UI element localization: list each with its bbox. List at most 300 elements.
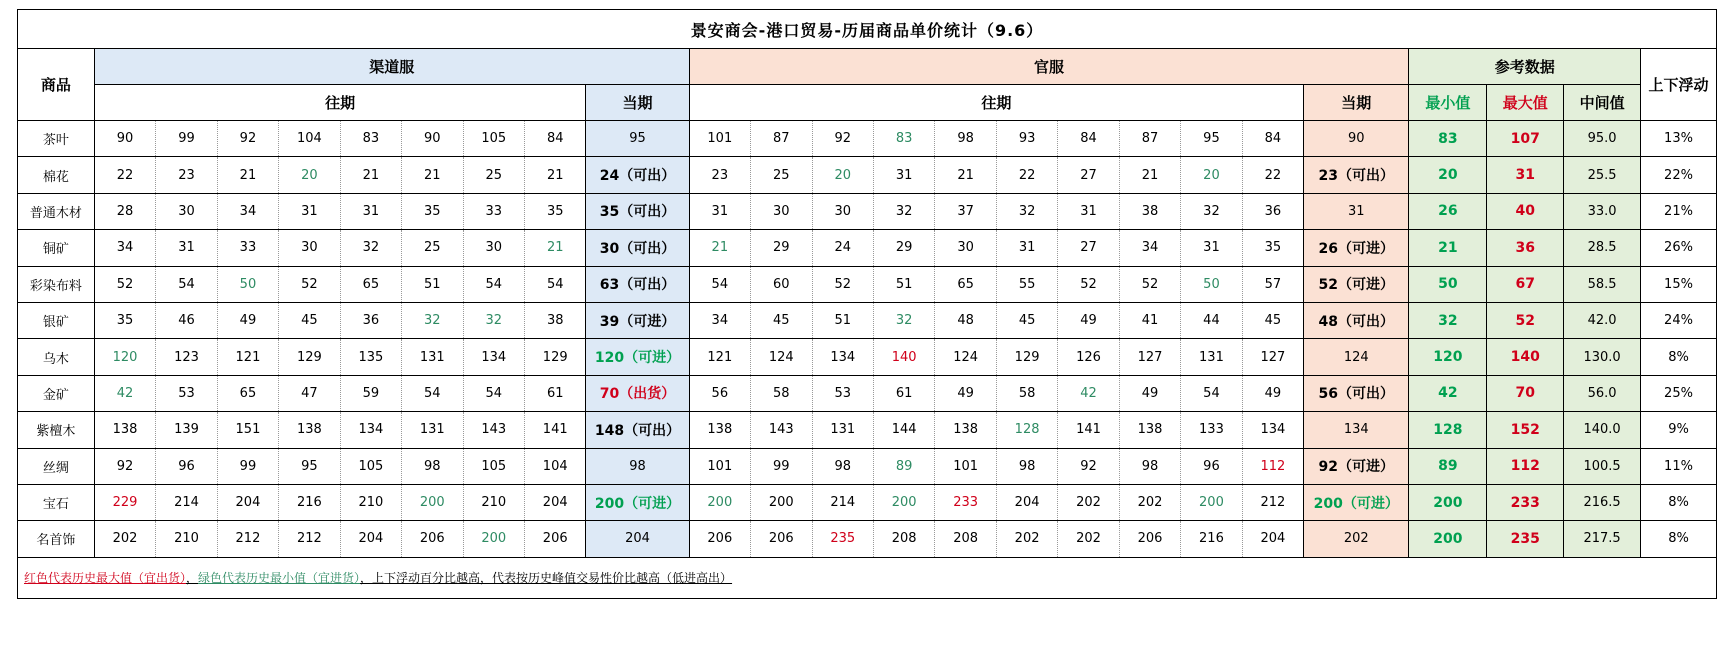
official-past-cell: 25 — [751, 157, 812, 193]
channel-past-cell: 32 — [402, 302, 463, 338]
official-past-cell: 32 — [873, 302, 934, 338]
official-past-cell: 140 — [873, 339, 934, 375]
median-cell: 95.0 — [1564, 121, 1641, 157]
channel-current-cell: 204 — [586, 521, 689, 557]
official-past-cell: 58 — [996, 375, 1057, 411]
footnote-table — [17, 557, 1717, 599]
channel-past-cell: 83 — [340, 121, 401, 157]
official-past-cell: 37 — [935, 193, 996, 229]
official-past-cell: 31 — [873, 157, 934, 193]
official-past-cell: 34 — [689, 302, 750, 338]
float-cell: 22% — [1641, 157, 1717, 193]
official-past-cell: 200 — [751, 484, 812, 520]
median-cell: 216.5 — [1564, 484, 1641, 520]
channel-past-cell: 204 — [340, 521, 401, 557]
channel-past-cell: 200 — [402, 484, 463, 520]
channel-past-cell: 59 — [340, 375, 401, 411]
median-cell: 140.0 — [1564, 412, 1641, 448]
float-cell: 13% — [1641, 121, 1717, 157]
official-past-cell: 45 — [751, 302, 812, 338]
median-cell: 28.5 — [1564, 230, 1641, 266]
official-past-cell: 124 — [751, 339, 812, 375]
channel-past-cell: 31 — [156, 230, 217, 266]
official-past-cell: 49 — [1058, 302, 1119, 338]
official-past-cell: 200 — [1181, 484, 1242, 520]
official-past-cell: 95 — [1181, 121, 1242, 157]
channel-past-cell: 200 — [463, 521, 524, 557]
official-past-cell: 101 — [689, 121, 750, 157]
channel-current-cell: 24（可出） — [586, 157, 689, 193]
official-past-cell: 51 — [873, 266, 934, 302]
official-past-cell: 57 — [1242, 266, 1303, 302]
channel-past-cell: 202 — [94, 521, 155, 557]
channel-past-cell: 121 — [217, 339, 278, 375]
channel-past-cell: 95 — [279, 448, 340, 484]
table-row — [18, 157, 1717, 193]
header-official-server: 官服 — [689, 49, 1409, 85]
official-past-cell: 138 — [1119, 412, 1180, 448]
official-past-cell: 131 — [1181, 339, 1242, 375]
channel-past-cell: 47 — [279, 375, 340, 411]
channel-past-cell: 143 — [463, 412, 524, 448]
official-past-cell: 29 — [873, 230, 934, 266]
channel-past-cell: 210 — [463, 484, 524, 520]
official-past-cell: 127 — [1242, 339, 1303, 375]
channel-past-cell: 54 — [156, 266, 217, 302]
channel-current-cell: 95 — [586, 121, 689, 157]
channel-past-cell: 54 — [463, 375, 524, 411]
official-past-cell: 27 — [1058, 230, 1119, 266]
channel-current-cell: 200（可进） — [586, 484, 689, 520]
min-cell: 26 — [1409, 193, 1487, 229]
header-item: 商品 — [18, 49, 95, 121]
official-past-cell: 98 — [935, 121, 996, 157]
channel-past-cell: 35 — [524, 193, 585, 229]
channel-past-cell: 131 — [402, 412, 463, 448]
channel-past-cell: 31 — [279, 193, 340, 229]
official-current-cell: 92（可进） — [1304, 448, 1409, 484]
footnote-sep: ， — [186, 571, 199, 586]
item-name-cell: 棉花 — [18, 157, 95, 193]
channel-past-cell: 45 — [279, 302, 340, 338]
channel-past-cell: 53 — [156, 375, 217, 411]
official-past-cell: 93 — [996, 121, 1057, 157]
header-min: 最小值 — [1409, 85, 1487, 121]
float-cell: 8% — [1641, 484, 1717, 520]
official-past-cell: 42 — [1058, 375, 1119, 411]
official-past-cell: 31 — [689, 193, 750, 229]
channel-past-cell: 98 — [402, 448, 463, 484]
channel-past-cell: 35 — [402, 193, 463, 229]
channel-current-cell: 70（出货） — [586, 375, 689, 411]
channel-past-cell: 104 — [279, 121, 340, 157]
item-name-cell: 茶叶 — [18, 121, 95, 157]
channel-past-cell: 32 — [340, 230, 401, 266]
channel-past-cell: 52 — [94, 266, 155, 302]
official-past-cell: 56 — [689, 375, 750, 411]
official-past-cell: 233 — [935, 484, 996, 520]
official-current-cell: 134 — [1304, 412, 1409, 448]
header-reference: 参考数据 — [1409, 49, 1641, 85]
official-past-cell: 128 — [996, 412, 1057, 448]
channel-past-cell: 52 — [279, 266, 340, 302]
float-cell: 15% — [1641, 266, 1717, 302]
official-past-cell: 22 — [996, 157, 1057, 193]
channel-past-cell: 120 — [94, 339, 155, 375]
channel-past-cell: 54 — [402, 375, 463, 411]
channel-past-cell: 129 — [279, 339, 340, 375]
channel-past-cell: 21 — [217, 157, 278, 193]
official-past-cell: 92 — [1058, 448, 1119, 484]
official-past-cell: 52 — [1058, 266, 1119, 302]
channel-past-cell: 46 — [156, 302, 217, 338]
sheet-title: 景安商会-港口贸易-历届商品单价统计（9.6） — [18, 10, 1717, 49]
channel-past-cell: 38 — [524, 302, 585, 338]
channel-past-cell: 33 — [463, 193, 524, 229]
official-past-cell: 36 — [1242, 193, 1303, 229]
footnote-green: 绿色代表历史最小值（宜进货） — [198, 571, 361, 586]
official-past-cell: 208 — [873, 521, 934, 557]
max-cell: 107 — [1487, 121, 1564, 157]
channel-past-cell: 151 — [217, 412, 278, 448]
table-row — [18, 484, 1717, 520]
float-cell: 8% — [1641, 339, 1717, 375]
official-past-cell: 60 — [751, 266, 812, 302]
official-past-cell: 21 — [935, 157, 996, 193]
min-cell: 20 — [1409, 157, 1487, 193]
channel-past-cell: 51 — [402, 266, 463, 302]
item-name-cell: 宝石 — [18, 484, 95, 520]
price-sheet — [17, 9, 1717, 599]
official-past-cell: 32 — [873, 193, 934, 229]
official-current-cell: 56（可出） — [1304, 375, 1409, 411]
min-cell: 21 — [1409, 230, 1487, 266]
official-past-cell: 20 — [812, 157, 873, 193]
official-past-cell: 30 — [935, 230, 996, 266]
channel-past-cell: 105 — [463, 448, 524, 484]
channel-past-cell: 32 — [463, 302, 524, 338]
header-median: 中间值 — [1564, 85, 1641, 121]
official-past-cell: 32 — [1181, 193, 1242, 229]
official-past-cell: 98 — [996, 448, 1057, 484]
official-past-cell: 98 — [1119, 448, 1180, 484]
official-past-cell: 92 — [812, 121, 873, 157]
official-past-cell: 23 — [689, 157, 750, 193]
channel-past-cell: 134 — [340, 412, 401, 448]
channel-past-cell: 28 — [94, 193, 155, 229]
price-table — [17, 9, 1717, 558]
max-cell: 52 — [1487, 302, 1564, 338]
official-past-cell: 127 — [1119, 339, 1180, 375]
median-cell: 217.5 — [1564, 521, 1641, 557]
official-past-cell: 206 — [1119, 521, 1180, 557]
channel-past-cell: 212 — [279, 521, 340, 557]
official-past-cell: 21 — [1119, 157, 1180, 193]
channel-past-cell: 204 — [217, 484, 278, 520]
header-official-current: 当期 — [1304, 85, 1409, 121]
official-past-cell: 49 — [935, 375, 996, 411]
official-past-cell: 200 — [873, 484, 934, 520]
official-past-cell: 30 — [812, 193, 873, 229]
official-past-cell: 101 — [935, 448, 996, 484]
official-past-cell: 134 — [1242, 412, 1303, 448]
median-cell: 130.0 — [1564, 339, 1641, 375]
official-past-cell: 27 — [1058, 157, 1119, 193]
official-past-cell: 208 — [935, 521, 996, 557]
channel-past-cell: 50 — [217, 266, 278, 302]
official-past-cell: 138 — [689, 412, 750, 448]
table-row — [18, 448, 1717, 484]
header-float: 上下浮动 — [1641, 49, 1717, 121]
official-past-cell: 101 — [689, 448, 750, 484]
max-cell: 235 — [1487, 521, 1564, 557]
official-past-cell: 61 — [873, 375, 934, 411]
official-past-cell: 58 — [751, 375, 812, 411]
channel-past-cell: 21 — [524, 230, 585, 266]
official-past-cell: 112 — [1242, 448, 1303, 484]
footnote — [18, 557, 1717, 598]
table-row — [18, 339, 1717, 375]
min-cell: 120 — [1409, 339, 1487, 375]
official-past-cell: 29 — [751, 230, 812, 266]
official-past-cell: 32 — [996, 193, 1057, 229]
official-current-cell: 31 — [1304, 193, 1409, 229]
median-cell: 100.5 — [1564, 448, 1641, 484]
official-past-cell: 31 — [1181, 230, 1242, 266]
official-past-cell: 202 — [996, 521, 1057, 557]
min-cell: 200 — [1409, 484, 1487, 520]
official-past-cell: 141 — [1058, 412, 1119, 448]
channel-past-cell: 25 — [463, 157, 524, 193]
min-cell: 42 — [1409, 375, 1487, 411]
max-cell: 36 — [1487, 230, 1564, 266]
channel-past-cell: 20 — [279, 157, 340, 193]
official-past-cell: 143 — [751, 412, 812, 448]
channel-past-cell: 92 — [94, 448, 155, 484]
channel-past-cell: 23 — [156, 157, 217, 193]
official-current-cell: 48（可出） — [1304, 302, 1409, 338]
channel-current-cell: 63（可出） — [586, 266, 689, 302]
official-past-cell: 52 — [1119, 266, 1180, 302]
max-cell: 112 — [1487, 448, 1564, 484]
channel-current-cell: 120（可进） — [586, 339, 689, 375]
official-current-cell: 23（可出） — [1304, 157, 1409, 193]
official-past-cell: 38 — [1119, 193, 1180, 229]
float-cell: 26% — [1641, 230, 1717, 266]
channel-past-cell: 33 — [217, 230, 278, 266]
min-cell: 128 — [1409, 412, 1487, 448]
channel-past-cell: 31 — [340, 193, 401, 229]
channel-past-cell: 21 — [524, 157, 585, 193]
table-row — [18, 266, 1717, 302]
official-past-cell: 54 — [689, 266, 750, 302]
official-past-cell: 54 — [1181, 375, 1242, 411]
channel-past-cell: 104 — [524, 448, 585, 484]
channel-past-cell: 30 — [279, 230, 340, 266]
channel-past-cell: 129 — [524, 339, 585, 375]
official-past-cell: 30 — [751, 193, 812, 229]
item-name-cell: 金矿 — [18, 375, 95, 411]
official-past-cell: 204 — [996, 484, 1057, 520]
channel-past-cell: 21 — [340, 157, 401, 193]
official-past-cell: 206 — [751, 521, 812, 557]
official-past-cell: 138 — [935, 412, 996, 448]
channel-past-cell: 212 — [217, 521, 278, 557]
official-past-cell: 216 — [1181, 521, 1242, 557]
official-past-cell: 49 — [1242, 375, 1303, 411]
channel-past-cell: 35 — [94, 302, 155, 338]
min-cell: 32 — [1409, 302, 1487, 338]
min-cell: 50 — [1409, 266, 1487, 302]
channel-past-cell: 134 — [463, 339, 524, 375]
item-name-cell: 丝绸 — [18, 448, 95, 484]
channel-past-cell: 61 — [524, 375, 585, 411]
official-past-cell: 45 — [996, 302, 1057, 338]
official-past-cell: 55 — [996, 266, 1057, 302]
official-past-cell: 126 — [1058, 339, 1119, 375]
channel-past-cell: 92 — [217, 121, 278, 157]
channel-past-cell: 34 — [94, 230, 155, 266]
official-past-cell: 87 — [1119, 121, 1180, 157]
channel-past-cell: 210 — [156, 521, 217, 557]
max-cell: 140 — [1487, 339, 1564, 375]
median-cell: 42.0 — [1564, 302, 1641, 338]
official-past-cell: 31 — [1058, 193, 1119, 229]
official-past-cell: 50 — [1181, 266, 1242, 302]
channel-past-cell: 141 — [524, 412, 585, 448]
official-current-cell: 124 — [1304, 339, 1409, 375]
official-past-cell: 134 — [812, 339, 873, 375]
table-row — [18, 193, 1717, 229]
channel-past-cell: 99 — [156, 121, 217, 157]
item-name-cell: 银矿 — [18, 302, 95, 338]
footnote-red: 红色代表历史最大值（宜出货） — [24, 571, 187, 586]
official-past-cell: 129 — [996, 339, 1057, 375]
official-past-cell: 87 — [751, 121, 812, 157]
min-cell: 200 — [1409, 521, 1487, 557]
header-channel-current: 当期 — [586, 85, 689, 121]
official-past-cell: 45 — [1242, 302, 1303, 338]
max-cell: 31 — [1487, 157, 1564, 193]
official-past-cell: 84 — [1242, 121, 1303, 157]
official-past-cell: 22 — [1242, 157, 1303, 193]
channel-past-cell: 65 — [217, 375, 278, 411]
item-name-cell: 紫檀木 — [18, 412, 95, 448]
channel-current-cell: 35（可出） — [586, 193, 689, 229]
channel-past-cell: 90 — [94, 121, 155, 157]
official-past-cell: 31 — [996, 230, 1057, 266]
max-cell: 67 — [1487, 266, 1564, 302]
official-past-cell: 83 — [873, 121, 934, 157]
float-cell: 25% — [1641, 375, 1717, 411]
max-cell: 70 — [1487, 375, 1564, 411]
official-past-cell: 133 — [1181, 412, 1242, 448]
float-cell: 11% — [1641, 448, 1717, 484]
channel-past-cell: 123 — [156, 339, 217, 375]
item-name-cell: 乌木 — [18, 339, 95, 375]
official-past-cell: 51 — [812, 302, 873, 338]
table-row — [18, 375, 1717, 411]
channel-past-cell: 96 — [156, 448, 217, 484]
official-past-cell: 24 — [812, 230, 873, 266]
table-row — [18, 412, 1717, 448]
float-cell: 9% — [1641, 412, 1717, 448]
channel-past-cell: 42 — [94, 375, 155, 411]
channel-past-cell: 206 — [402, 521, 463, 557]
channel-past-cell: 105 — [340, 448, 401, 484]
float-cell: 8% — [1641, 521, 1717, 557]
channel-current-cell: 39（可进） — [586, 302, 689, 338]
official-past-cell: 204 — [1242, 521, 1303, 557]
channel-past-cell: 229 — [94, 484, 155, 520]
min-cell: 83 — [1409, 121, 1487, 157]
official-past-cell: 99 — [751, 448, 812, 484]
official-past-cell: 202 — [1119, 484, 1180, 520]
channel-past-cell: 214 — [156, 484, 217, 520]
official-past-cell: 200 — [689, 484, 750, 520]
channel-past-cell: 34 — [217, 193, 278, 229]
official-current-cell: 26（可进） — [1304, 230, 1409, 266]
official-past-cell: 96 — [1181, 448, 1242, 484]
official-past-cell: 49 — [1119, 375, 1180, 411]
channel-current-cell: 98 — [586, 448, 689, 484]
channel-past-cell: 216 — [279, 484, 340, 520]
channel-past-cell: 204 — [524, 484, 585, 520]
channel-past-cell: 99 — [217, 448, 278, 484]
channel-past-cell: 54 — [524, 266, 585, 302]
item-name-cell: 普通木材 — [18, 193, 95, 229]
official-current-cell: 200（可进） — [1304, 484, 1409, 520]
median-cell: 33.0 — [1564, 193, 1641, 229]
official-past-cell: 21 — [689, 230, 750, 266]
float-cell: 24% — [1641, 302, 1717, 338]
channel-past-cell: 49 — [217, 302, 278, 338]
channel-past-cell: 210 — [340, 484, 401, 520]
official-current-cell: 202 — [1304, 521, 1409, 557]
item-name-cell: 铜矿 — [18, 230, 95, 266]
official-past-cell: 202 — [1058, 484, 1119, 520]
channel-current-cell: 148（可出） — [586, 412, 689, 448]
official-past-cell: 20 — [1181, 157, 1242, 193]
official-past-cell: 84 — [1058, 121, 1119, 157]
official-past-cell: 121 — [689, 339, 750, 375]
channel-past-cell: 36 — [340, 302, 401, 338]
channel-past-cell: 206 — [524, 521, 585, 557]
official-past-cell: 235 — [812, 521, 873, 557]
channel-past-cell: 22 — [94, 157, 155, 193]
official-past-cell: 44 — [1181, 302, 1242, 338]
header-channel-server: 渠道服 — [94, 49, 689, 85]
official-past-cell: 98 — [812, 448, 873, 484]
official-past-cell: 48 — [935, 302, 996, 338]
official-past-cell: 53 — [812, 375, 873, 411]
channel-past-cell: 65 — [340, 266, 401, 302]
channel-past-cell: 139 — [156, 412, 217, 448]
channel-past-cell: 30 — [156, 193, 217, 229]
channel-current-cell: 30（可出） — [586, 230, 689, 266]
float-cell: 21% — [1641, 193, 1717, 229]
official-past-cell: 52 — [812, 266, 873, 302]
min-cell: 89 — [1409, 448, 1487, 484]
official-past-cell: 34 — [1119, 230, 1180, 266]
channel-past-cell: 105 — [463, 121, 524, 157]
header-official-past: 往期 — [689, 85, 1304, 121]
official-past-cell: 214 — [812, 484, 873, 520]
footnote-rest: ，上下浮动百分比越高，代表按历史峰值交易性价比越高（低进高出） — [360, 571, 733, 586]
official-past-cell: 212 — [1242, 484, 1303, 520]
official-past-cell: 89 — [873, 448, 934, 484]
channel-past-cell: 138 — [279, 412, 340, 448]
